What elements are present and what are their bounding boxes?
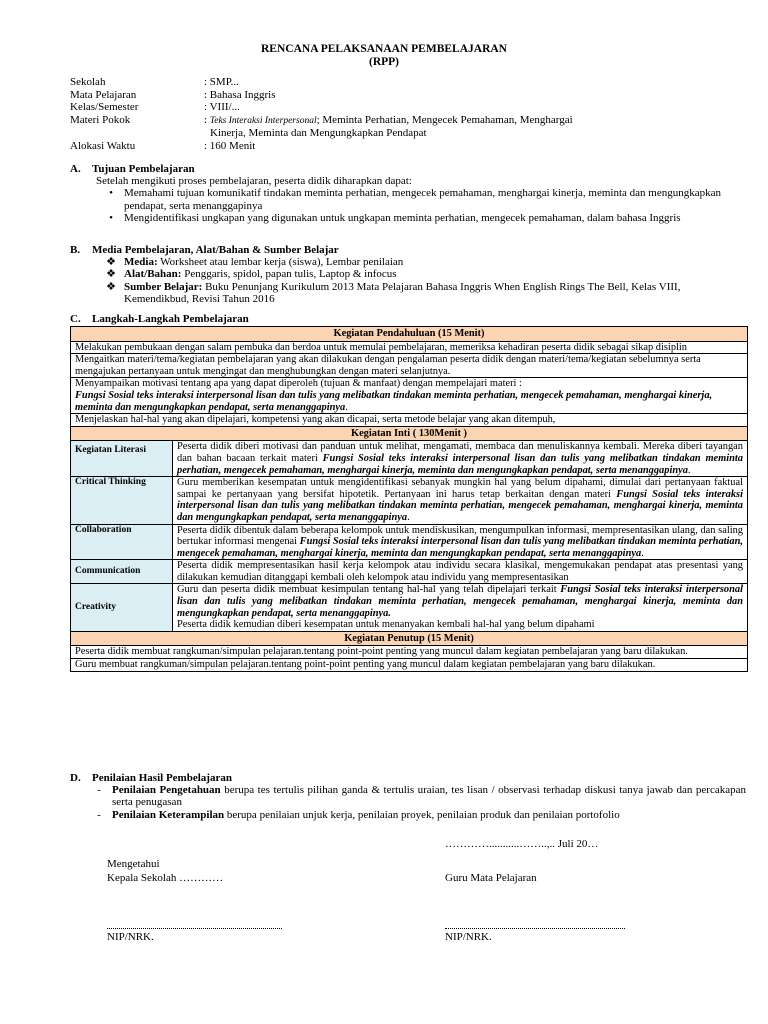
section-number: C. xyxy=(70,313,81,325)
list-item xyxy=(70,212,746,224)
section-title: Penilaian Hasil Pembelajaran xyxy=(92,772,232,784)
topic-line2: Kinerja, Meminta dan Mengungkapkan Pendapat xyxy=(210,127,427,139)
diamond-bullet-icon: ❖ xyxy=(106,256,116,269)
identity-school xyxy=(70,76,764,89)
document-subtitle: (RPP) xyxy=(368,56,399,68)
cell-emphasis: Fungsi Sosial teks interaksi interpersonal lisan dan tulis yang melibatkan tindakan meminta perhatian, mengecek pemahaman, menghargai kinerja, meminta dan mengungkapkan pendapat, serta menanggapinya. xyxy=(177,584,743,619)
cell-emphasis: Fungsi Sosial teks interaksi interpersonal lisan dan tulis yang melibatkan tindakan meminta perhatian, mengecek pemahaman, menghargai kinerja, meminta dan mengungkapkan pendapat, serta menanggapinya xyxy=(177,488,743,523)
table-row xyxy=(71,584,748,631)
diamond-bullet-icon: ❖ xyxy=(106,280,116,293)
item-label: Alat/Bahan: xyxy=(124,268,182,281)
identity-time xyxy=(70,140,764,153)
table-row xyxy=(71,378,748,414)
identity-subject xyxy=(70,89,764,102)
table-row xyxy=(71,560,748,584)
table-row xyxy=(71,341,748,354)
item-label: Penilaian Pengetahuan xyxy=(112,784,221,797)
signature-know: Mengetahui xyxy=(107,858,160,870)
list-item xyxy=(70,784,746,808)
cell-tail: . xyxy=(345,401,348,413)
identity-label: Sekolah xyxy=(70,76,106,88)
list-item-text xyxy=(124,281,746,305)
table-row xyxy=(71,659,748,672)
activity-label: Critical Thinking xyxy=(71,477,173,524)
section-number: B. xyxy=(70,244,81,256)
table-row xyxy=(71,524,748,560)
list-item xyxy=(70,281,746,305)
activity-label: Creativity xyxy=(71,584,173,631)
cell-emphasis: Fungsi Sosial teks interaksi interpersonal lisan dan tulis yang melibatkan tindakan meminta perhatian, mengecek pemahaman, menghargai kinerja, meminta dan mengungkapkan pendapat, serta menanggapinya xyxy=(75,389,713,413)
document-title: RENCANA PELAKSANAAN PEMBELAJARAN xyxy=(261,43,507,55)
item-label: Media: xyxy=(124,256,158,269)
cell-text: Guru dan peserta didik membuat kesimpulan tentang hal-hal yang telah dipelajari terkait xyxy=(177,584,561,596)
table-cell xyxy=(173,441,748,477)
item-text: Buku Penunjang Kurikulum 2013 Mata Pelajaran Bahasa Inggris When English Rings The Bell, Kelas VIII, Kemendikbud, Revisi Tahun 2016 xyxy=(124,280,681,305)
bullet-icon: • xyxy=(109,211,113,224)
item-text: berupa penilaian unjuk kerja, penilaian proyek, penilaian produk dan penilaian portofolio xyxy=(224,808,620,821)
identity-topic xyxy=(70,114,764,140)
table-row xyxy=(71,646,748,659)
section-title: Media Pembelajaran, Alat/Bahan & Sumber Belajar xyxy=(92,244,339,256)
topic-prefix: : xyxy=(204,113,210,126)
cell-tail: . xyxy=(641,547,644,559)
table-cell: Guru membuat rangkuman/simpulan pelajaran.tentang point-point penting yang muncul dalam kegiatan pembelajaran yang baru dilakukan. xyxy=(71,659,748,672)
section-a-intro: Setelah mengikuti proses pembelajaran, peserta didik diharapkan dapat: xyxy=(96,175,412,188)
item-text: berupa tes tertulis pilihan ganda & tertulis uraian, tes lisan / observasi terhadap diskusi tanya jawab dan percakapan serta penugasan xyxy=(112,784,746,809)
identity-class xyxy=(70,101,764,114)
identity-value: : VIII/... xyxy=(204,101,240,113)
list-item xyxy=(70,187,746,211)
section-b-heading xyxy=(70,244,746,256)
identity-value: : Bahasa Inggris xyxy=(204,88,276,101)
activity-label: Communication xyxy=(71,560,173,584)
section-b xyxy=(70,244,746,305)
cell-extra: Peserta didik kemudian diberi kesempatan untuk menanyakan kembali hal-hal yang belum dipahami xyxy=(177,619,595,631)
bullet-icon: • xyxy=(109,187,113,200)
section-d xyxy=(70,772,746,821)
item-text: Penggaris, spidol, papan tulis, Laptop & infocus xyxy=(181,268,397,281)
list-item xyxy=(70,268,746,280)
identity-value: : 160 Menit xyxy=(204,139,256,152)
identity-label: Alokasi Waktu xyxy=(70,139,136,152)
signature-date: …………...........……..,.. Juli 20… xyxy=(445,838,599,850)
learning-steps-table xyxy=(70,326,748,672)
signature-head: Kepala Sekolah ………… xyxy=(107,872,224,884)
diamond-bullet-icon: ❖ xyxy=(106,268,116,281)
topic-italic: Teks Interaksi Interpersonal xyxy=(209,115,317,126)
cell-emphasis: Fungsi Sosial teks interaksi interpersonal lisan dan tulis yang melibatkan tindakan meminta perhatian, mengecek pemahaman, menghargai kinerja, meminta dan mengungkapkan pendapat, serta menanggapinya xyxy=(177,536,743,559)
table-cell xyxy=(71,378,748,414)
cell-emphasis: Fungsi Sosial teks interaksi interpersonal lisan dan tulis yang melibatkan tindakan meminta perhatian, mengecek pemahaman, menghargai kinerja, meminta dan mengungkapkan pendapat, serta menanggapinya xyxy=(177,452,743,476)
section-number: A. xyxy=(70,163,81,175)
cell-tail: . xyxy=(687,464,691,476)
list-item-text xyxy=(124,256,746,268)
cell-text: Menyampaikan motivasi tentang apa yang dapat diperoleh (tujuan & manfaat) dengan mempelajari materi : xyxy=(75,378,522,390)
section-c-heading xyxy=(70,313,249,325)
identity-label: Mata Pelajaran xyxy=(70,88,137,101)
signature-nip-right: NIP/NRK. xyxy=(445,931,492,943)
list-item-text: Memahami tujuan komunikatif tindakan meminta perhatian, mengecek pemahaman, menghargai kinerja, meminta dan mengungkapkan pendapat, serta menanggapinya xyxy=(124,187,721,212)
item-label: Penilaian Keterampilan xyxy=(112,808,225,821)
list-item xyxy=(70,809,746,821)
table-header-penutup: Kegiatan Penutup (15 Menit) xyxy=(71,631,748,646)
section-title: Tujuan Pembelajaran xyxy=(92,163,195,175)
table-cell xyxy=(173,560,748,584)
table-cell: Mengaitkan materi/tema/kegiatan pembelajaran yang akan dilakukan dengan pengalaman peserta didik dengan materi/tema/kegiatan sebelumnya serta mengajukan pertanyaan untuk mengingat dan menghubungkan dengan materi selanjutnya. xyxy=(71,354,748,378)
section-number: D. xyxy=(70,772,81,784)
topic-rest: ; Meminta Perhatian, Mengecek Pemahaman, Menghargai xyxy=(316,113,573,126)
list-item-text xyxy=(124,268,746,280)
section-a-heading xyxy=(70,163,746,175)
list-item-text xyxy=(112,809,746,821)
table-row xyxy=(71,441,748,477)
table-header-inti: Kegiatan Inti ( 130Menit ) xyxy=(71,426,748,441)
signature-line-left xyxy=(107,928,282,929)
table-row xyxy=(71,354,748,378)
item-label: Sumber Belajar: xyxy=(124,280,203,293)
cell-text: Peserta didik mempresentasikan hasil kerja kelompok atau individu secara klasikal, mengemukakan pendapat atas presentasi yang dilakukan kemudian ditanggapi kembali oleh kelompok atau individu yang mempresentasikan xyxy=(177,560,743,583)
table-row xyxy=(71,414,748,427)
section-title: Langkah-Langkah Pembelajaran xyxy=(92,313,249,325)
table-cell xyxy=(173,477,748,524)
list-item-text: Mengidentifikasi ungkapan yang digunakan untuk ungkapan meminta perhatian, mengecek pemahaman, dalam bahasa Inggris xyxy=(124,211,681,224)
activity-label: Collaboration xyxy=(71,524,173,560)
table-cell xyxy=(173,524,748,560)
table-cell xyxy=(173,584,748,631)
signature-nip-left: NIP/NRK. xyxy=(107,931,154,943)
list-item xyxy=(70,256,746,268)
cell-text: Guru memberikan kesempatan untuk mengidentifikasi sebanyak mungkin hal yang belum dipahami, dimulai dari pertanyaan faktual sampai ke pertanyaan yang bersifat hipotetik. Pertanyaan ini harus tetap berkaitan dengan materi xyxy=(177,477,743,500)
table-cell: Melakukan pembukaan dengan salam pembuka dan berdoa untuk memulai pembelajaran, memeriksa kehadiran peserta didik sebagai sikap disiplin xyxy=(71,341,748,354)
cell-text: Peserta didik dibentuk dalam beberapa kelompok untuk mendiskusikan, mengumpulkan informasi, mempresentasikan ulang, dan saling bertukar informasi mengenai xyxy=(177,524,743,548)
dash-bullet-icon: - xyxy=(97,784,101,797)
identity-label: Materi Pokok xyxy=(70,113,131,126)
table-cell: Menjelaskan hal-hal yang akan dipelajari, kompetensi yang akan dicapai, serta metode belajar yang akan ditempuh, xyxy=(71,414,748,427)
table-row xyxy=(71,477,748,524)
signature-teacher: Guru Mata Pelajaran xyxy=(445,872,537,884)
dash-bullet-icon: - xyxy=(97,808,101,821)
cell-text: Peserta didik diberi motivasi dan panduan untuk melihat, mengamati, membaca dan menuliskannya kembali. Mereka diberi tayangan dan bahan bacaan terkait materi xyxy=(177,441,743,464)
signature-line-right xyxy=(445,928,625,929)
list-item-text xyxy=(112,784,746,808)
section-d-heading xyxy=(70,772,746,784)
activity-label: Kegiatan Literasi xyxy=(71,441,173,477)
identity-block xyxy=(70,76,764,152)
table-cell: Peserta didik membuat rangkuman/simpulan pelajaran.tentang point-point penting yang muncul dalam kegiatan pembelajaran yang baru dilakukan. xyxy=(71,646,748,659)
section-a xyxy=(70,163,746,224)
table-header-pendahuluan: Kegiatan Pendahuluan (15 Menit) xyxy=(71,327,748,342)
item-text: Worksheet atau lembar kerja (siswa), Lembar penilaian xyxy=(157,256,404,269)
identity-value xyxy=(204,114,764,140)
identity-value: : SMP... xyxy=(204,76,239,88)
cell-tail: . xyxy=(407,511,410,523)
identity-label: Kelas/Semester xyxy=(70,101,139,113)
